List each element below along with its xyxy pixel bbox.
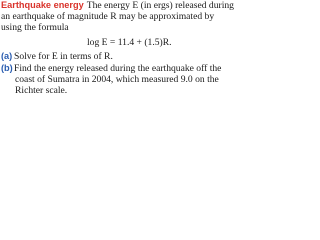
part-a-label: (a) <box>1 51 13 61</box>
intro-line-3: using the formula <box>1 22 69 33</box>
part-b-label: (b) <box>1 63 13 73</box>
part-b-line-3: Richter scale. <box>15 85 68 96</box>
exercise-title: Earthquake energy <box>1 0 84 10</box>
part-a-text: Solve for E in terms of R. <box>14 51 113 62</box>
formula: log E = 11.4 + (1.5)R. <box>87 37 172 48</box>
part-a <box>1 51 113 62</box>
intro-line-1 <box>1 0 234 11</box>
part-b-line-1: Find the energy released during the earthquake off the <box>14 63 222 74</box>
part-b <box>1 63 221 74</box>
part-b-line-2: coast of Sumatra in 2004, which measured 9.0 on the <box>15 74 219 85</box>
intro-line-2: an earthquake of magnitude R may be approximated by <box>1 11 215 22</box>
exercise-page <box>0 0 234 96</box>
intro-line-1-text: The energy E (in ergs) released during <box>86 0 234 11</box>
